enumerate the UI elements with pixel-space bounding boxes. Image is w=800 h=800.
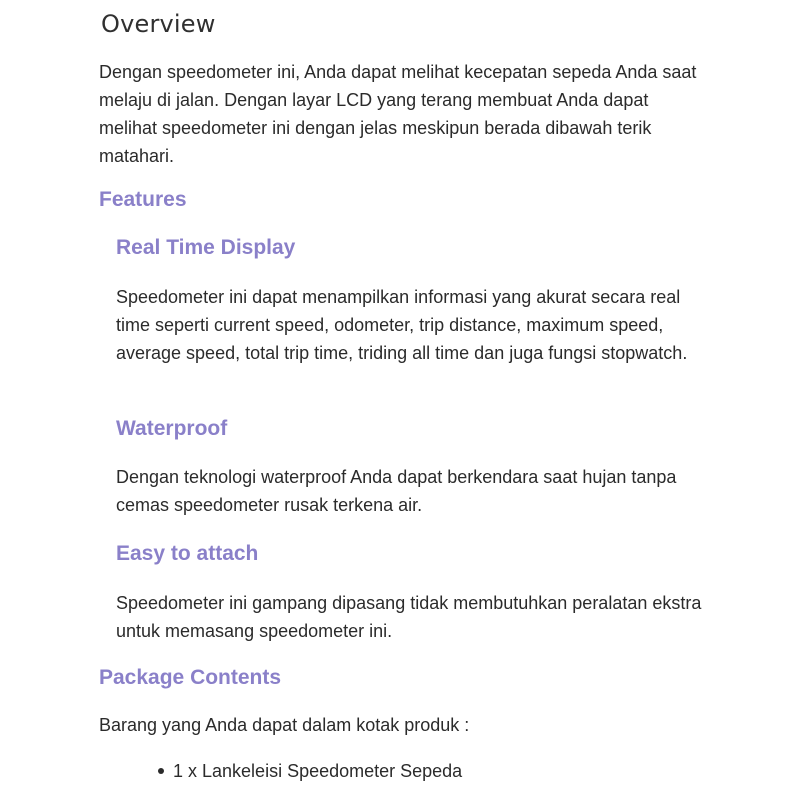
feature-text-easy-to-attach: Speedometer ini gampang dipasang tidak membutuhkan peralatan ekstra untuk memasang speedometer ini. [116,593,702,641]
list-item [158,757,462,785]
features-heading: Features [99,188,187,211]
package-contents-intro: Barang yang Anda dapat dalam kotak produk : [99,715,470,735]
list-item-label: 1 x Lankeleisi Speedometer Sepeda [173,761,463,781]
overview-text: Dengan speedometer ini, Anda dapat melihat kecepatan sepeda Anda saat melaju di jalan. Dengan layar LCD yang terang membuat Anda dapat melihat speedometer ini dengan jelas meskipun berada dibawah terik matahari. [99,62,697,166]
feature-heading-waterproof: Waterproof [116,417,228,440]
feature-heading-real-time-display: Real Time Display [116,236,296,259]
bullet-icon [158,768,164,774]
feature-heading-easy-to-attach: Easy to attach [116,542,259,565]
feature-text-waterproof: Dengan teknologi waterproof Anda dapat berkendara saat hujan tanpa cemas speedometer rusak terkena air. [116,467,677,515]
overview-title: Overview [101,10,216,38]
package-contents-heading: Package Contents [99,666,282,689]
feature-text-real-time-display: Speedometer ini dapat menampilkan informasi yang akurat secara real time seperti current speed, odometer, trip distance, maximum speed, average speed, total trip time, triding all time dan juga fungsi stopwatch. [116,287,688,363]
package-contents-list [158,757,462,785]
